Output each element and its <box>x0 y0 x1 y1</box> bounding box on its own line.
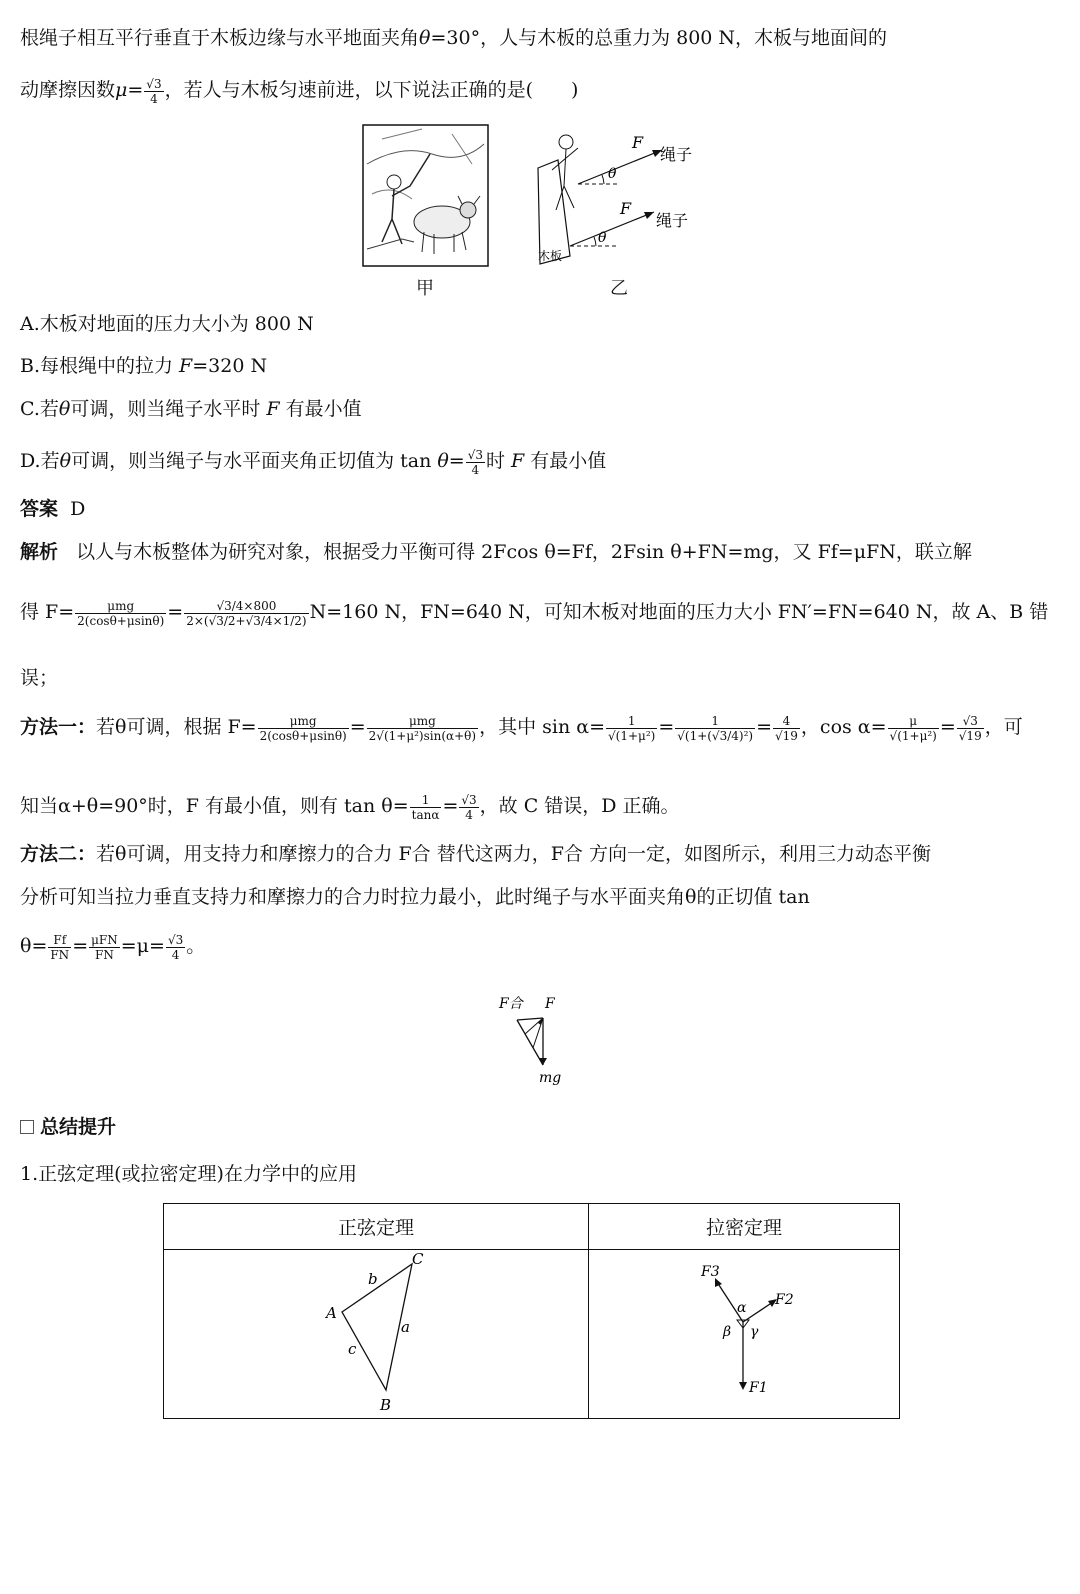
answer-value: D <box>70 498 86 520</box>
label-F1: F1 <box>749 1380 768 1396</box>
label-F2: F2 <box>775 1292 794 1308</box>
label-F3: F3 <box>701 1264 720 1280</box>
label-F-he: F合 <box>499 996 523 1012</box>
method1-line2: 知当α+θ=90°时，F 有最小值，则有 tan θ= $\frac{1}{\tan\alpha}$ = $\frac{√3}{4}$ ，故 C 错误，D 正确。 <box>20 792 680 822</box>
answer-line <box>20 495 85 523</box>
lami-law-cell <box>589 1250 900 1419</box>
sine-law-cell <box>164 1250 589 1419</box>
method2-line3: θ= $\frac{Ff}{FN}$ = $\frac{\text{μFN}}{FN}$ =μ= $\frac{√3}{4}$ 。 <box>20 932 206 962</box>
analysis-line1: 解析 以人与木板整体为研究对象，根据受力平衡可得 2Fcos θ=Ff，2Fsin θ+FN=mg，又 Ff=μFN，联立解 <box>20 541 972 563</box>
figure-yi-diagram <box>530 128 710 268</box>
method2-line2: 分析可知当拉力垂直支持力和摩擦力的合力时拉力最小，此时绳子与水平面夹角θ的正切值 tan <box>20 886 810 908</box>
theta-label-lower: θ <box>598 230 607 246</box>
summary-heading: 总结提升 <box>20 1112 116 1139</box>
board-label: 木板 <box>538 249 563 263</box>
force-label-F-lower: F <box>620 199 632 218</box>
option-b: B.每根绳中的拉力 F=320 N <box>20 355 268 377</box>
rope-label-upper: 绳子 <box>660 145 693 164</box>
vertex-C: C <box>412 1250 424 1268</box>
label-F: F <box>545 996 555 1012</box>
rope-label-lower: 绳子 <box>656 211 689 230</box>
side-a: a <box>401 1318 410 1336</box>
label-beta: β <box>723 1324 732 1340</box>
method1-line1: 方法一：若θ可调，根据 F= $\frac{\text{μmg}}{2(\cos\theta+\mu\sin\theta)}$ = $\frac{\text{μmg}}{\text{2√(1+μ²)sin(α+θ)}}$ ，其中 sin α= $\frac{1}{\text{√(1+μ²)}}$ = $\frac{1}{\text{√(1+(√3/4)²)}}$ = $\frac{4}{√19}$ ，cos α= $\frac{\mu}{\text{√(1+μ²)}}$ = $\frac{√3}{√19}$ ，可 <box>20 713 1023 743</box>
question-stem-line2: 动摩擦因数μ= $\frac{√3}{4}$ ，若人与木板匀速前进，以下说法正确的是( ) <box>20 76 579 106</box>
figure-jia-caption: 甲 <box>416 278 434 299</box>
vertex-A: A <box>326 1304 337 1322</box>
col-header-sine: 正弦定理 <box>164 1204 589 1250</box>
label-gamma: γ <box>750 1324 759 1340</box>
force-label-F-upper: F <box>632 133 644 152</box>
analysis-line3: 误； <box>20 667 59 689</box>
lami-force-diagram <box>589 1250 899 1414</box>
side-b: b <box>368 1270 378 1288</box>
vertex-B: B <box>380 1396 392 1414</box>
answer-label: 答案 <box>20 498 59 520</box>
figure-jia-illustration <box>362 124 490 268</box>
figure-yi-caption: 乙 <box>610 278 628 299</box>
side-c: c <box>348 1340 357 1358</box>
option-a: A.木板对地面的压力大小为 800 N <box>20 313 314 335</box>
analysis-line2: 得 F= $\frac{\text{μmg}}{2(\cos\theta+\mu\sin\theta)}$ = $\frac{√3/4\times 800}{2\times(√3/2+√3/4\times 1/2)}$ N=160 N，FN=640 N，可知木板对地面的压力大小 FN′=FN=640 N，故 A、B 错 <box>20 598 1049 628</box>
force-triangle-figure <box>495 990 585 1090</box>
col-header-lami: 拉密定理 <box>589 1204 900 1250</box>
analysis-label: 解析 <box>20 541 59 563</box>
option-c: C.若θ可调，则当绳子水平时 F 有最小值 <box>20 398 362 420</box>
label-mg: mg <box>539 1070 562 1086</box>
method2-line1: 方法二：若θ可调，用支持力和摩擦力的合力 F合 替代这两力，F合 方向一定，如图所示，利用三力动态平衡 <box>20 843 931 865</box>
question-stem-line1: 根绳子相互平行垂直于木板边缘与水平地面夹角θ=30°，人与木板的总重力为 800 N，木板与地面间的 <box>20 27 888 49</box>
section-square-icon <box>20 1120 34 1134</box>
sine-triangle-diagram <box>164 1250 584 1414</box>
label-alpha: α <box>737 1300 747 1316</box>
option-d: D.若θ可调，则当绳子与水平面夹角正切值为 tan θ= $\frac{√3}{4}$ 时 F 有最小值 <box>20 447 607 477</box>
summary-item1: 1.正弦定理(或拉密定理)在力学中的应用 <box>20 1163 357 1185</box>
law-table <box>163 1203 900 1419</box>
theta-label-upper: θ <box>608 166 617 182</box>
